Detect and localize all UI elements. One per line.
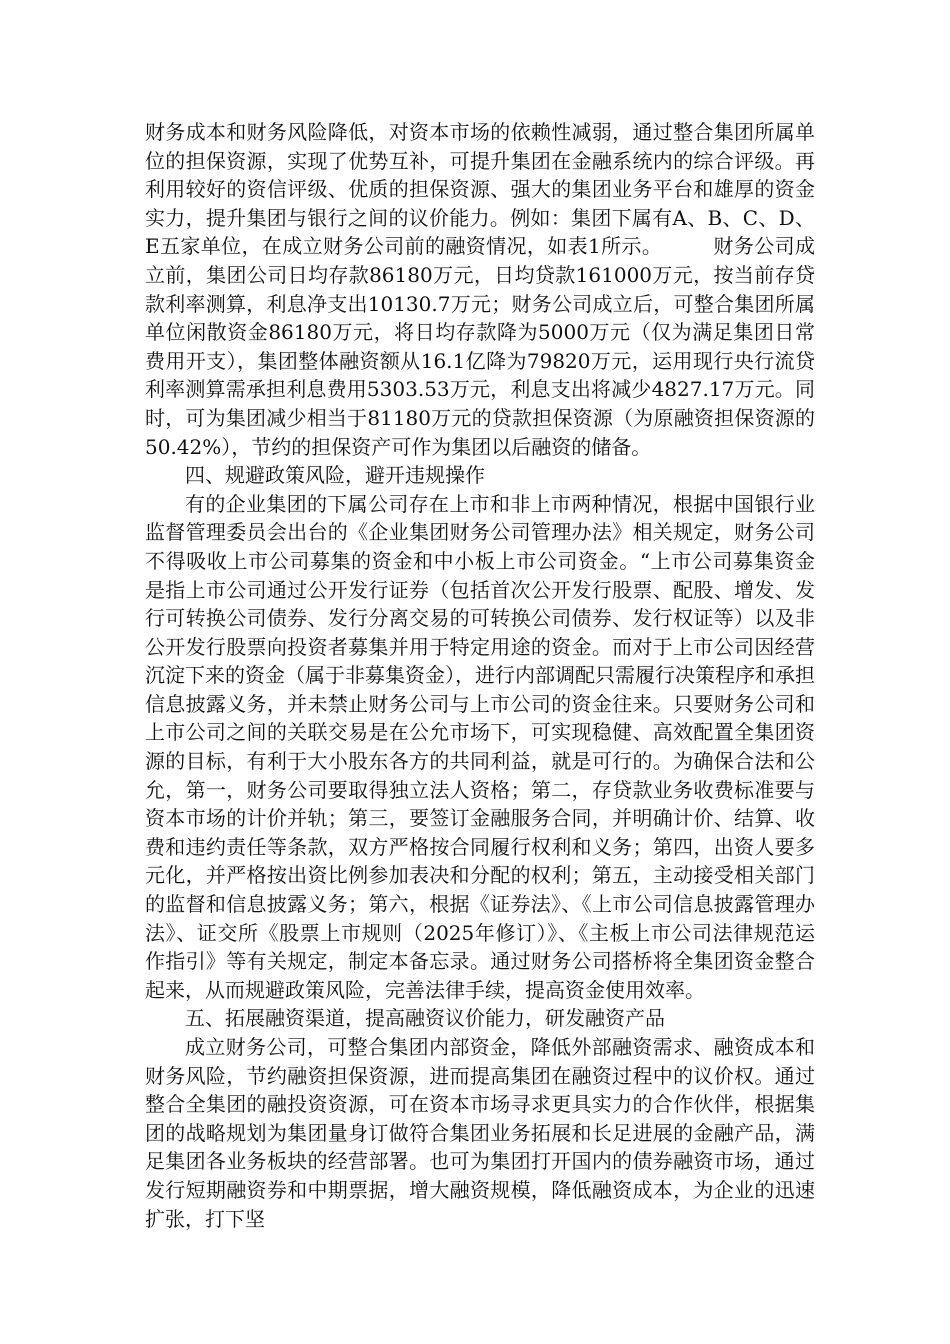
paragraph-financing: 成立财务公司，可整合集团内部资金，降低外部融资需求、融资成本和财务风险，节约融资担保资源，进而提高集团在融资过程中的议价权。通过整合全集团的融投资资源，可在资本市场寻求更具实力的合作伙伴，根据集团的战略规划为集团量身订做符合集团业务拓展和长足进展的金融产品，满足集团各业务板块的经营部署。也可为集团打开国内的债券融资市场，通过发行短期融资券和中期票据，增大融资规模，降低融资成本，为企业的迅速扩张，打下坚 [145,1035,815,1231]
paragraph-policy-risk: 有的企业集团的下属公司存在上市和非上市两种情况，根据中国银行业监督管理委员会出台的《企业集团财务公司管理办法》相关规定，财务公司不得吸收上市公司募集的资金和中小板上市公司资金。“上市公司募集资金是指上市公司通过公开发行证券（包括首次公开发行股票、配股、增发、发行可转换公司债券、发行分离交易的可转换公司债券、发行权证等）以及非公开发行股票向投资者募集并用于特定用途的资金。而对于上市公司因经营沉淀下来的资金（属于非募集资金），进行内部调配只需履行决策程序和承担信息披露义务，并未禁止财务公司与上市公司的资金往来。只要财务公司和上市公司之间的关联交易是在公允市场下，可实现稳健、高效配置全集团资源的目标，有利于大小股东各方的共同利益，就是可行的。为确保合法和公允，第一，财务公司要取得独立法人资格；第二，存贷款业务收费标准要与资本市场的计价并轨；第三，要签订金融服务合同，并明确计价、结算、收费和违约责任等条款，双方严格按合同履行权利和义务；第四，出资人要多元化，并严格按出资比例参加表决和分配的权利；第五，主动接受相关部门的监督和信息披露义务；第六，根据《证券法》、《上市公司信息披露管理办法》、证交所《股票上市规则（2025年修订）》、《主板上市公司法律规范运作指引》等有关规定，制定本备忘录。通过财务公司搭桥将全集团资金整合起来，从而规避政策风险，完善法律手续，提高资金使用效率。 [145,491,815,1002]
section-heading-5: 五、拓展融资渠道，提高融资议价能力，研发融资产品 [185,1006,665,1031]
document-page [145,118,815,1233]
section-heading-4: 四、规避政策风险，避开违规操作 [185,463,485,488]
paragraph-intro: 财务成本和财务风险降低，对资本市场的依赖性减弱，通过整合集团所属单位的担保资源，实现了优势互补，可提升集团在金融系统内的综合评级。再利用较好的资信评级、优质的担保资源、强大的集团业务平台和雄厚的资金实力，提升集团与银行之间的议价能力。例如：集团下属有A、B、C、D、E五家单位，在成立财务公司前的融资情况，如表1所示。 财务公司成立前，集团公司日均存款86180万元，日均贷款161000万元，按当前存贷款利率测算，利息净支出10130.7万元；财务公司成立后，可整合集团所属单位闲散资金86180万元，将日均存款降为5000万元（仅为满足集团日常费用开支），集团整体融资额从16.1亿降为79820万元，运用现行央行流贷利率测算需承担利息费用5303.53万元，利息支出将减少4827.17万元。同时，可为集团减少相当于81180万元的贷款担保资源（为原融资担保资源的50.42%），节约的担保资产可作为集团以后融资的储备。 [145,120,815,459]
